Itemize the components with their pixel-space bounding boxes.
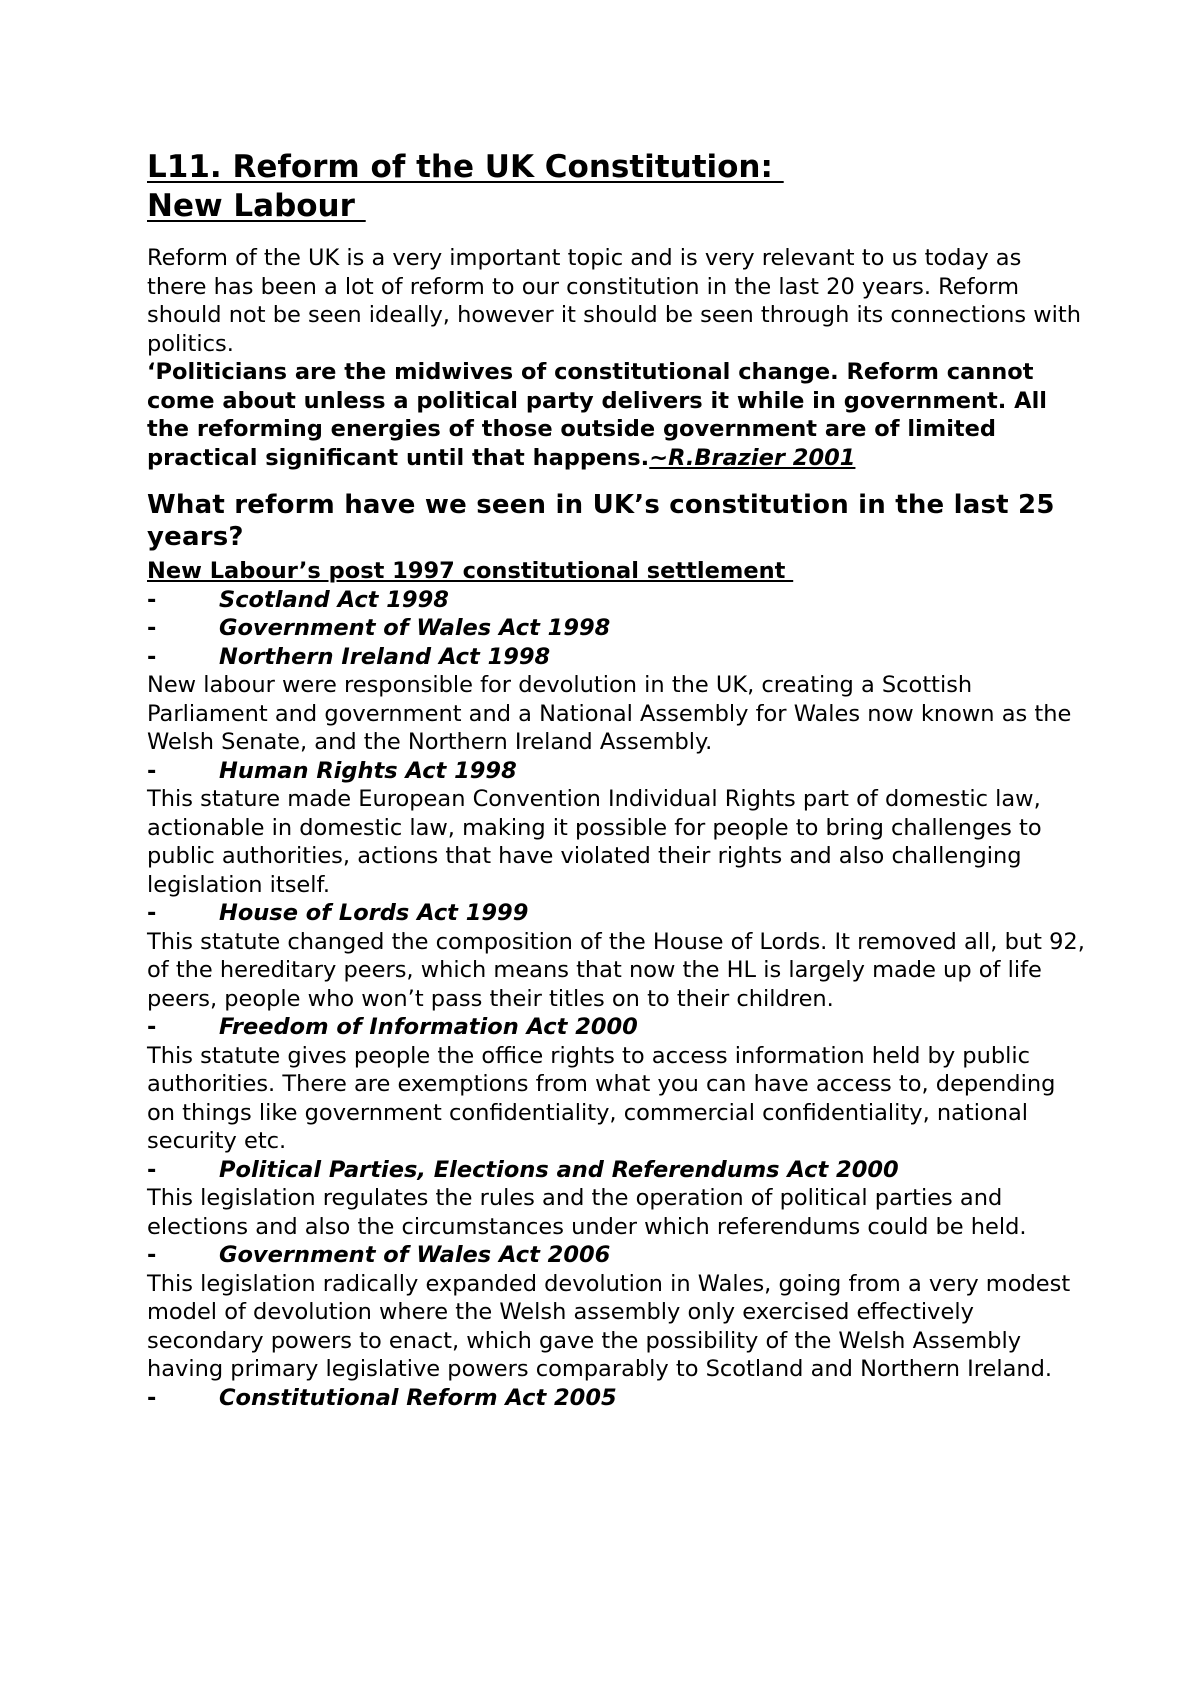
bullet-dash: -: [147, 1156, 157, 1183]
act-description: This statute gives people the office rights to access information held by public authorities. There are exemptions from what you can have access to, depending on things like government confidentiality, commercial confidentiality, national security etc.: [147, 1042, 1056, 1154]
act-name: Political Parties, Elections and Referendums Act 2000: [219, 1156, 899, 1183]
quote-paragraph: [147, 358, 1087, 472]
bullet-dash: -: [147, 757, 157, 784]
act-name: Northern Ireland Act 1998: [219, 643, 551, 670]
sub-heading: New Labour’s post 1997 constitutional settlement: [147, 558, 794, 584]
act-item: [147, 1013, 1087, 1042]
act-item: [147, 1384, 1087, 1413]
act-item: [147, 614, 1087, 643]
act-description: This statute changed the composition of the House of Lords. It removed all, but 92, of the hereditary peers, which means that now the HL is largely made up of life peers, people who won’t pass their titles on to their children.: [147, 928, 1085, 1012]
act-name: Human Rights Act 1998: [219, 757, 517, 784]
act-description: This stature made European Convention Individual Rights part of domestic law, actionable in domestic law, making it possible for people to bring challenges to public authorities, actions that have violated their rights and also challenging legislation itself.: [147, 786, 1042, 898]
act-description: New labour were responsible for devolution in the UK, creating a Scottish Parliament and government and a National Assembly for Wales now known as the Welsh Senate, and the Northern Ireland Assembly.: [147, 672, 1072, 755]
act-description: This legislation radically expanded devolution in Wales, going from a very modest model of devolution where the Welsh assembly only exercised effectively secondary powers to enact, which gave the possibility of the Welsh Assembly having primary legislative powers comparably to Scotland and Northern Ireland.: [147, 1270, 1071, 1382]
act-name: Government of Wales Act 2006: [219, 1242, 611, 1268]
title-line-2: New Labour: [147, 188, 366, 224]
bullet-dash: -: [147, 1242, 157, 1268]
act-name: Freedom of Information Act 2000: [219, 1014, 638, 1040]
bullet-dash: -: [147, 615, 157, 641]
act-description: This legislation regulates the rules and the operation of political parties and elections and also the circumstances under which referendums could be held.: [147, 1185, 1027, 1240]
act-item: [147, 899, 1087, 928]
section-heading: What reform have we seen in UK’s constitution in the last 25 years?: [147, 490, 1055, 552]
intro-paragraph: Reform of the UK is a very important topic and is very relevant to us today as there has been a lot of reform to our constitution in the last 20 years. Reform should not be seen ideally, however it should be seen through its connections with politics.: [147, 245, 1082, 357]
acts-list: [147, 586, 1087, 1413]
act-name: Government of Wales Act 1998: [219, 615, 611, 641]
quote-citation: ~R.Brazier 2001: [649, 444, 856, 471]
act-item: [147, 643, 1087, 672]
bullet-dash: -: [147, 900, 157, 926]
document-page: [147, 148, 1087, 1412]
act-item: [147, 1156, 1087, 1185]
bullet-dash: -: [147, 1014, 157, 1040]
act-name: House of Lords Act 1999: [219, 900, 529, 926]
title-line-1: L11. Reform of the UK Constitution:: [147, 149, 784, 185]
bullet-dash: -: [147, 1384, 157, 1411]
bullet-dash: -: [147, 586, 157, 613]
bullet-dash: -: [147, 643, 157, 670]
act-name: Scotland Act 1998: [219, 586, 449, 613]
act-item: [147, 757, 1087, 786]
act-item: [147, 586, 1087, 615]
act-name: Constitutional Reform Act 2005: [219, 1384, 617, 1411]
act-item: [147, 1241, 1087, 1270]
document-title: [147, 148, 1087, 226]
quote-text: ‘Politicians are the midwives of constitutional change. Reform cannot come about unless a political party delivers it while in government. All the reforming energies of those outside government are of limited practical significant until that happens.: [147, 359, 1048, 471]
